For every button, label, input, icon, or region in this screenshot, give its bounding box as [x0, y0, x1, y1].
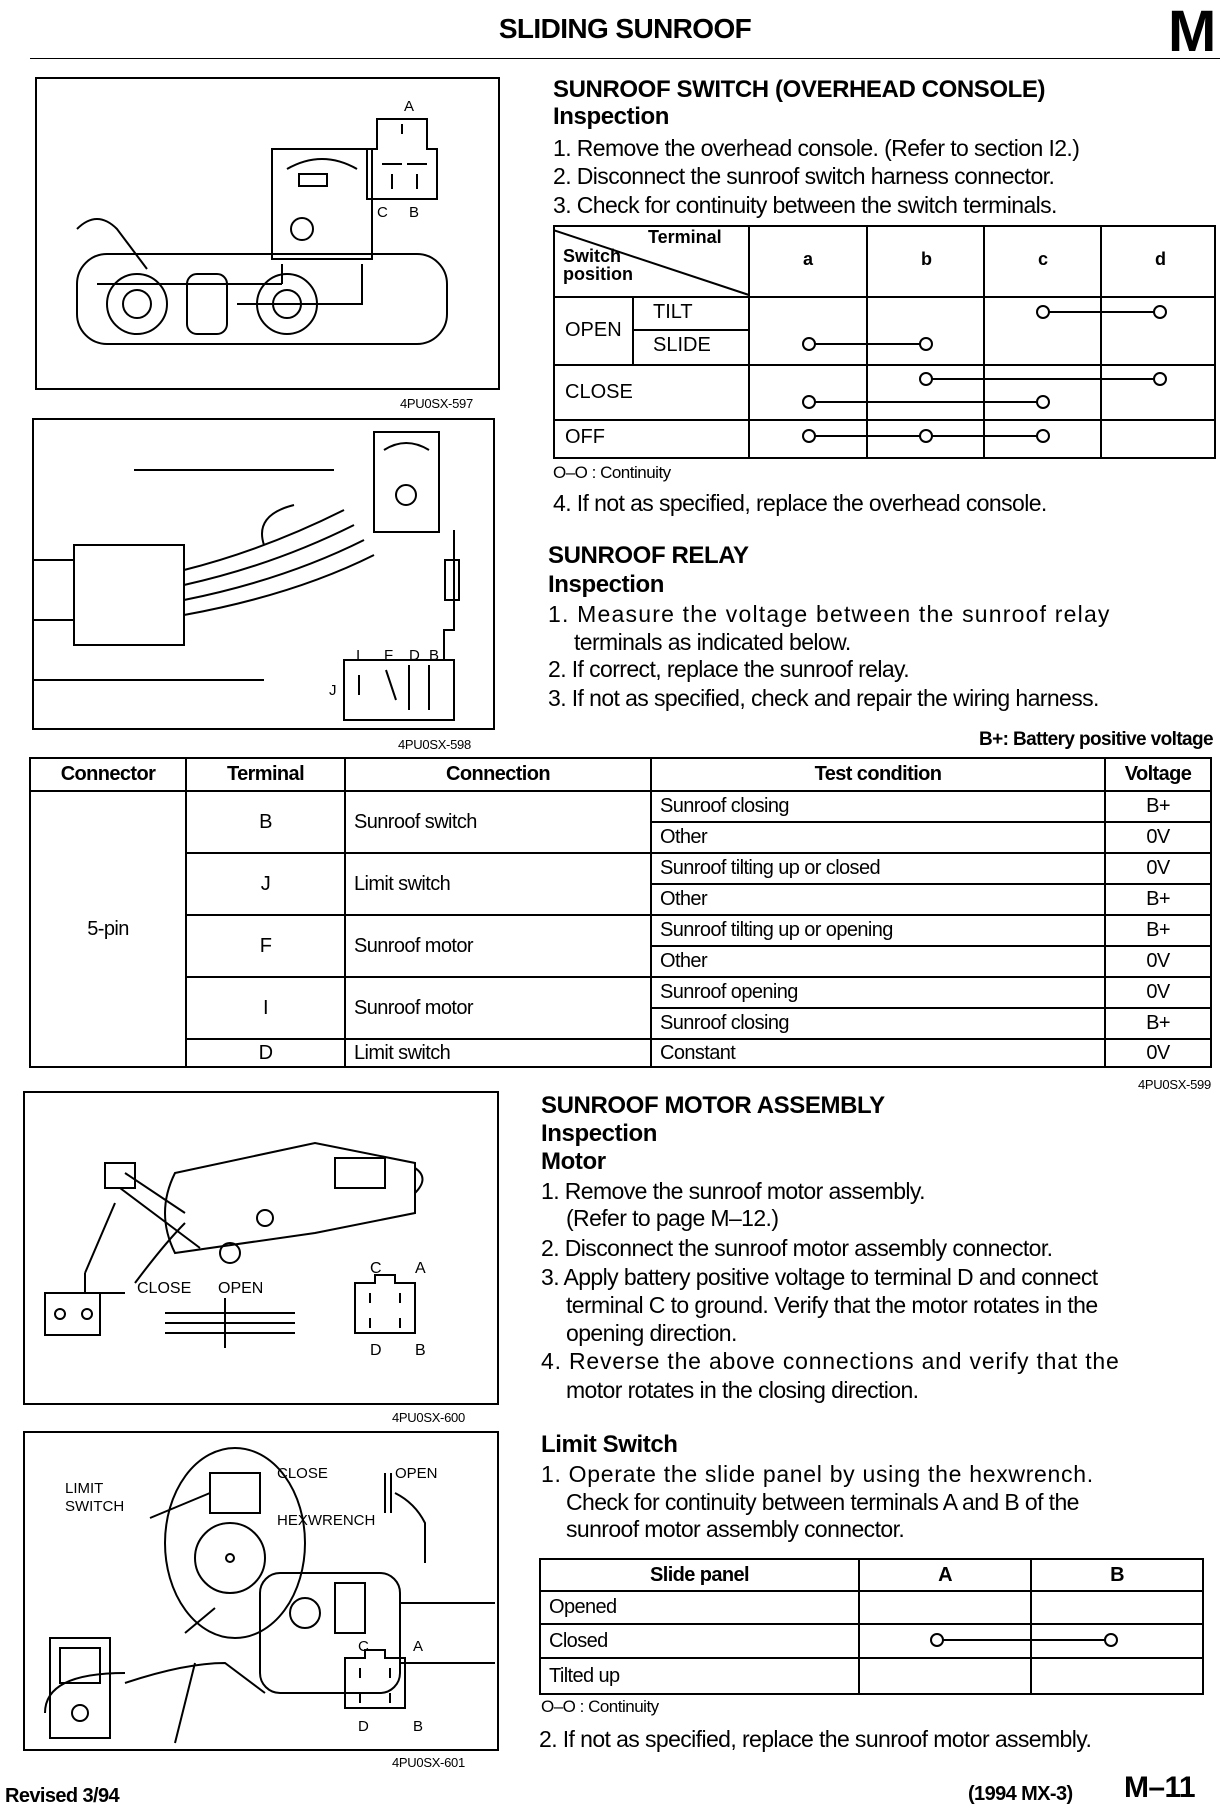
- terminal-c: c: [1038, 249, 1049, 269]
- label-b: B: [413, 1718, 424, 1735]
- label-limit: LIMIT: [65, 1480, 104, 1497]
- table-row: [30, 915, 1211, 946]
- limit-continuity-marks: [539, 1558, 1202, 1698]
- col-terminal: Terminal: [186, 758, 345, 791]
- terminal-b: b: [921, 249, 932, 269]
- col-b: B: [1031, 1559, 1203, 1591]
- limit-step-2: 2. If not as specified, replace the sunroof motor assembly.: [539, 1726, 1092, 1752]
- motor-step: motor rotates in the closing direction.: [566, 1377, 919, 1403]
- relay-step-3: 3. If not as specified, check and repair the wiring harness.: [548, 685, 1099, 711]
- terminal-cell: J: [186, 853, 345, 915]
- figure-motor: [23, 1091, 499, 1405]
- page-number: M–11: [1124, 1771, 1195, 1804]
- connection-cell: Limit switch: [345, 853, 651, 915]
- connection-cell: Sunroof switch: [345, 791, 651, 853]
- continuity-terminal-a: [803, 338, 815, 350]
- voltage-cell: B+: [1105, 1008, 1211, 1039]
- switch-section-title: SUNROOF SWITCH (OVERHEAD CONSOLE): [553, 76, 1046, 103]
- figure-overhead-console: [35, 77, 500, 390]
- relay-voltage-table: [29, 757, 1212, 1068]
- motor-step: terminal C to ground. Verify that the motor rotates in the: [566, 1292, 1098, 1318]
- label-a: A: [404, 98, 415, 115]
- label-close: CLOSE: [277, 1465, 328, 1482]
- relay-illustration: [34, 420, 497, 732]
- terminal-a: a: [803, 249, 814, 269]
- motor-step: 2. Disconnect the sunroof motor assembly connector.: [541, 1235, 1053, 1261]
- voltage-cell: B+: [1105, 791, 1211, 822]
- battery-note: B+: Battery positive voltage: [979, 729, 1213, 750]
- voltage-cell: 0V: [1105, 946, 1211, 977]
- row-label: Closed: [540, 1624, 859, 1658]
- table-row: [30, 1039, 1211, 1067]
- continuity-terminal-d: [1154, 373, 1166, 385]
- label-i: I: [356, 647, 361, 664]
- condition-cell: Sunroof closing: [651, 791, 1105, 822]
- row-close: CLOSE: [565, 381, 633, 403]
- limit-step: Check for continuity between terminals A and B of the: [566, 1489, 1079, 1515]
- corner-switch: Switch: [563, 246, 622, 266]
- label-d: D: [358, 1718, 369, 1735]
- motor-section-title: SUNROOF MOTOR ASSEMBLY: [541, 1092, 885, 1119]
- revised-date: Revised 3/94: [5, 1785, 119, 1807]
- limit-switch-illustration: [25, 1433, 501, 1753]
- voltage-cell: B+: [1105, 915, 1211, 946]
- console-illustration: [37, 79, 502, 392]
- connection-cell: Sunroof motor: [345, 977, 651, 1039]
- continuity-terminal-b: [1105, 1634, 1117, 1646]
- row-label: Opened: [540, 1591, 859, 1624]
- switch-step: 3. Check for continuity between the switch terminals.: [553, 192, 1057, 218]
- page-title: SLIDING SUNROOF: [498, 13, 752, 44]
- continuity-terminal-a: [803, 396, 815, 408]
- continuity-terminal-c: [1037, 396, 1049, 408]
- label-open: OPEN: [218, 1280, 264, 1297]
- figure-relay: [32, 418, 495, 730]
- continuity-legend: O–O : Continuity: [553, 463, 671, 482]
- label-b: B: [429, 647, 440, 664]
- corner-position: position: [563, 264, 633, 284]
- label-a: A: [413, 1638, 424, 1655]
- label-switch: SWITCH: [65, 1498, 125, 1515]
- label-c: C: [358, 1638, 369, 1655]
- label-d: D: [409, 647, 420, 664]
- continuity-legend: O–O : Continuity: [541, 1697, 659, 1716]
- terminal-cell: D: [186, 1039, 345, 1067]
- row-label: Tilted up: [540, 1658, 859, 1694]
- motor-step: 1. Remove the sunroof motor assembly.: [541, 1178, 925, 1204]
- relay-step-1: 1. Measure the voltage between the sunroof relay: [548, 601, 1111, 627]
- continuity-terminal-d: [1154, 306, 1166, 318]
- label-c: C: [370, 1260, 382, 1277]
- condition-cell: Other: [651, 946, 1105, 977]
- motor-step: 3. Apply battery positive voltage to terminal D and connect: [541, 1264, 1098, 1290]
- label-d: D: [370, 1342, 382, 1359]
- label-f: F: [384, 647, 394, 664]
- continuity-terminal-b: [920, 338, 932, 350]
- motor-step: 4. Reverse the above connections and verify that the: [541, 1348, 1120, 1374]
- col-connection: Connection: [345, 758, 651, 791]
- switch-inspection-heading: Inspection: [553, 103, 670, 130]
- label-hexwrench: HEXWRENCH: [277, 1512, 376, 1529]
- voltage-cell: B+: [1105, 884, 1211, 915]
- continuity-terminal-c: [1037, 306, 1049, 318]
- figure-code: 4PU0SX-599: [1138, 1077, 1211, 1092]
- table-row: [30, 791, 1211, 822]
- limit-step: sunroof motor assembly connector.: [566, 1516, 905, 1542]
- motor-illustration: [25, 1093, 501, 1407]
- limit-switch-heading: Limit Switch: [541, 1431, 678, 1458]
- condition-cell: Constant: [651, 1039, 1105, 1067]
- condition-cell: Sunroof tilting up or closed: [651, 853, 1105, 884]
- col-a: A: [859, 1559, 1031, 1591]
- label-close: CLOSE: [137, 1280, 192, 1297]
- figure-limit-switch: [23, 1431, 499, 1751]
- model-label: (1994 MX-3): [968, 1783, 1073, 1805]
- col-connector: Connector: [30, 758, 186, 791]
- corner-terminal: Terminal: [648, 227, 722, 247]
- continuity-terminal-c: [1037, 430, 1049, 442]
- terminal-d: d: [1155, 249, 1166, 269]
- condition-cell: Sunroof opening: [651, 977, 1105, 1008]
- figure-code: 4PU0SX-600: [392, 1410, 465, 1425]
- switch-step: 2. Disconnect the sunroof switch harness connector.: [553, 163, 1055, 189]
- figure-code: 4PU0SX-601: [392, 1755, 465, 1770]
- voltage-cell: 0V: [1105, 1039, 1211, 1067]
- col-voltage: Voltage: [1105, 758, 1211, 791]
- relay-step-1-cont: terminals as indicated below.: [574, 629, 851, 655]
- condition-cell: Sunroof tilting up or opening: [651, 915, 1105, 946]
- continuity-terminal-b: [920, 430, 932, 442]
- motor-step: (Refer to page M–12.): [566, 1205, 779, 1231]
- voltage-cell: 0V: [1105, 822, 1211, 853]
- relay-step-2: 2. If correct, replace the sunroof relay.: [548, 656, 910, 682]
- limit-step: 1. Operate the slide panel by using the hexwrench.: [541, 1461, 1094, 1487]
- condition-cell: Sunroof closing: [651, 1008, 1105, 1039]
- switch-step-4: 4. If not as specified, replace the overhead console.: [553, 490, 1047, 516]
- terminal-cell: I: [186, 977, 345, 1039]
- condition-cell: Other: [651, 884, 1105, 915]
- row-open: OPEN: [565, 319, 622, 341]
- terminal-cell: F: [186, 915, 345, 977]
- col-test-condition: Test condition: [651, 758, 1105, 791]
- condition-cell: Other: [651, 822, 1105, 853]
- label-open: OPEN: [395, 1465, 438, 1482]
- table-row: [30, 853, 1211, 884]
- relay-section-title: SUNROOF RELAY: [548, 542, 749, 569]
- terminal-cell: B: [186, 791, 345, 853]
- switch-step: 1. Remove the overhead console. (Refer to section I2.): [553, 135, 1080, 161]
- section-letter: M: [1168, 0, 1217, 64]
- motor-inspection-heading: Inspection: [541, 1120, 658, 1147]
- relay-inspection-heading: Inspection: [548, 571, 665, 598]
- switch-continuity-table: [553, 225, 1216, 459]
- motor-step: opening direction.: [566, 1320, 737, 1346]
- table-row: [30, 977, 1211, 1008]
- connection-cell: Sunroof motor: [345, 915, 651, 977]
- connection-cell: Limit switch: [345, 1039, 651, 1067]
- label-a: A: [415, 1260, 426, 1277]
- figure-code: 4PU0SX-597: [400, 396, 473, 411]
- continuity-terminal-a: [803, 430, 815, 442]
- header-rule: [30, 58, 1220, 59]
- label-c: C: [377, 204, 388, 221]
- voltage-cell: 0V: [1105, 977, 1211, 1008]
- label-b: B: [415, 1342, 426, 1359]
- continuity-terminal-b: [920, 373, 932, 385]
- row-tilt: TILT: [653, 301, 693, 323]
- label-j: J: [329, 682, 337, 699]
- voltage-cell: 0V: [1105, 853, 1211, 884]
- figure-code: 4PU0SX-598: [398, 737, 471, 752]
- col-slide-panel: Slide panel: [540, 1559, 859, 1591]
- continuity-terminal-a: [931, 1634, 943, 1646]
- row-off: OFF: [565, 426, 605, 448]
- row-slide: SLIDE: [653, 334, 711, 356]
- motor-heading: Motor: [541, 1148, 606, 1175]
- label-b: B: [409, 204, 420, 221]
- connector-cell: 5-pin: [30, 791, 186, 1067]
